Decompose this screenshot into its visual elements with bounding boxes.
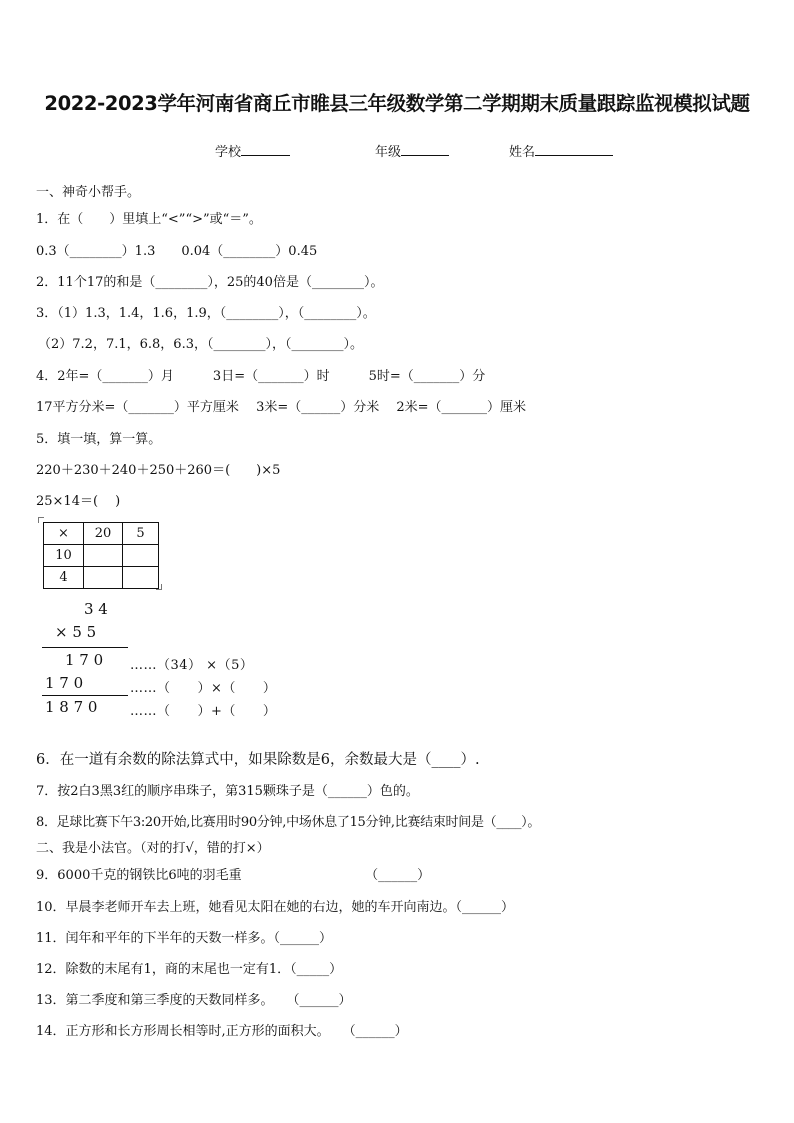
question-9: 9．6000千克的钢铁比6吨的羽毛重 （______） [36,868,431,883]
school-field [215,141,290,160]
table-cell: 4 [44,567,84,589]
section-1-heading: 一、神奇小帮手。 [36,185,141,200]
vertical-partial-1: 1 7 0 [65,651,104,669]
table-cell [123,545,159,567]
question-10: 10．早晨李老师开车去上班，她看见太阳在她的右边，她的车开向南边。（______） [36,900,515,915]
question-5-product: 25×14＝( ) [36,494,121,509]
question-5-sum: 220＋230＋240＋250＋260＝( )×5 [36,463,281,478]
question-3-part-2: （2）7.2，7.1，6.8，6.3，（________），（________）。 [38,337,363,352]
table-cell: 5 [123,523,159,545]
question-6: 6．在一道有余数的除法算式中，如果除数是6，余数最大是（____）. [36,752,480,768]
vertical-note-2: ……（ ）×（ ） [130,681,277,696]
table-cell [84,545,123,567]
name-field [509,141,613,160]
vertical-multiplicand: 3 4 [84,600,108,618]
grade-label: 年级 [375,145,402,160]
vertical-line-2 [42,695,128,696]
table-cell [84,567,123,589]
table-cell: × [44,523,84,545]
question-14: 14．正方形和长方形周长相等时,正方形的面积大。 （______） [36,1024,408,1039]
multiplication-table [43,522,159,589]
vertical-note-1: ……（34） ×（5） [130,658,254,673]
question-4-row-2: 17平方分米=（_______）平方厘米 3米=（______）分米 2米=（_______）厘米 [36,400,527,415]
table-row [44,523,159,545]
vertical-multiplier: × 5 5 [55,623,97,641]
school-label: 学校 [215,145,242,160]
name-blank [535,143,613,156]
question-11: 11．闰年和平年的下半年的天数一样多。（______） [36,931,333,946]
section-2-heading: 二、我是小法官。（对的打√，错的打×） [36,841,270,856]
table-row [44,567,159,589]
question-4-row-1: 4．2年=（_______）月 3日=（_______）时 5时=（_______）分 [36,369,486,384]
question-5: 5．填一填，算一算。 [36,432,162,447]
vertical-line-1 [42,647,128,648]
question-13: 13．第二季度和第三季度的天数同样多。 （______） [36,993,352,1008]
table-cell [123,567,159,589]
question-8: 8．足球比赛下午3:20开始,比赛用时90分钟,中场休息了15分钟,比赛结束时间是（____）。 [36,815,541,830]
grade-field [375,141,449,160]
question-1-items: 0.3（________）1.3 0.04（________）0.45 [36,244,318,259]
question-2: 2．11个17的和是（________），25的40倍是（________）。 [36,275,384,290]
question-7: 7．按2白3黑3红的顺序串珠子，第315颗珠子是（______）色的。 [36,784,419,799]
school-blank [241,143,290,156]
question-3-part-1: 3．（1）1.3，1.4，1.6，1.9，（________），（________）。 [36,306,376,321]
vertical-result: 1 8 7 0 [45,698,98,716]
vertical-note-3: ……（ ）+（ ） [130,704,277,719]
grade-blank [401,143,449,156]
page-title: 2022-2023学年河南省商丘市睢县三年级数学第二学期期末质量跟踪监视模拟试题 [44,92,750,115]
table-cell: 10 [44,545,84,567]
table-cell: 20 [84,523,123,545]
name-label: 姓名 [509,145,536,160]
question-1: 1．在（ ）里填上“<”“>”或“＝”。 [36,212,262,227]
question-12: 12．除数的末尾有1，商的末尾也一定有1．（_____） [36,962,343,977]
table-row [44,545,159,567]
vertical-partial-2: 1 7 0 [45,674,84,692]
